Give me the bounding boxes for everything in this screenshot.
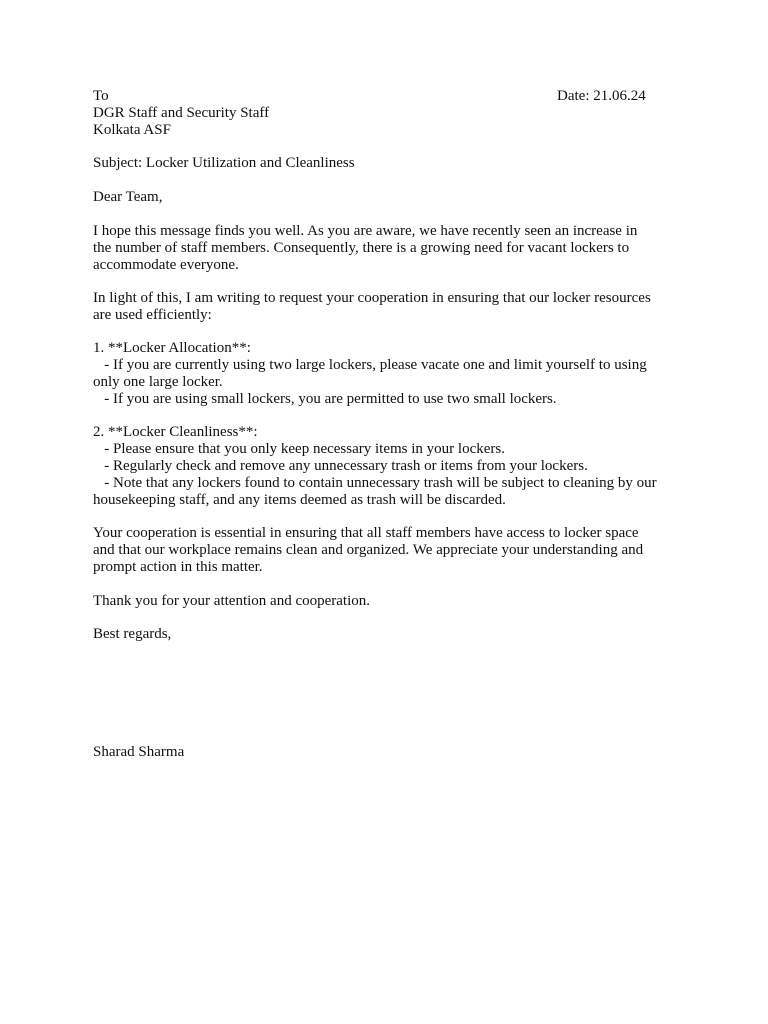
thanks-line: Thank you for your attention and cooperation. xyxy=(93,593,371,609)
section-1-heading: 1. **Locker Allocation**: xyxy=(93,340,251,356)
salutation: Dear Team, xyxy=(93,189,163,205)
signatory-name: Sharad Sharma xyxy=(93,744,185,760)
to-label: To xyxy=(93,88,109,104)
sign-off: Best regards, xyxy=(93,626,172,642)
request-paragraph-line: In light of this, I am writing to request your cooperation in ensuring that our locker resources xyxy=(93,290,651,306)
recipient-line-1: DGR Staff and Security Staff xyxy=(93,105,270,121)
subject-line: Subject: Locker Utilization and Cleanliness xyxy=(93,155,355,171)
intro-paragraph-line: accommodate everyone. xyxy=(93,257,239,273)
section-1-line: - If you are using small lockers, you are permitted to use two small lockers. xyxy=(93,391,557,407)
section-2-heading: 2. **Locker Cleanliness**: xyxy=(93,424,258,440)
closing-paragraph-line: and that our workplace remains clean and organized. We appreciate your understanding and xyxy=(93,542,644,558)
section-1-line: only one large locker. xyxy=(93,374,223,390)
intro-paragraph-line: the number of staff members. Consequently, there is a growing need for vacant lockers to xyxy=(93,240,630,256)
request-paragraph-line: are used efficiently: xyxy=(93,307,212,323)
section-2-line: housekeeping staff, and any items deemed as trash will be discarded. xyxy=(93,492,506,508)
closing-paragraph-line: Your cooperation is essential in ensuring that all staff members have access to locker space xyxy=(93,525,639,541)
section-2-line: - Regularly check and remove any unnecessary trash or items from your lockers. xyxy=(93,458,588,474)
section-2-line: - Note that any lockers found to contain unnecessary trash will be subject to cleaning by our xyxy=(93,475,657,491)
section-2-line: - Please ensure that you only keep necessary items in your lockers. xyxy=(93,441,505,457)
intro-paragraph-line: I hope this message finds you well. As you are aware, we have recently seen an increase in xyxy=(93,223,638,239)
recipient-line-2: Kolkata ASF xyxy=(93,122,171,138)
letter-date: Date: 21.06.24 xyxy=(557,88,646,104)
closing-paragraph-line: prompt action in this matter. xyxy=(93,559,263,575)
section-1-line: - If you are currently using two large lockers, please vacate one and limit yourself to using xyxy=(93,357,647,373)
